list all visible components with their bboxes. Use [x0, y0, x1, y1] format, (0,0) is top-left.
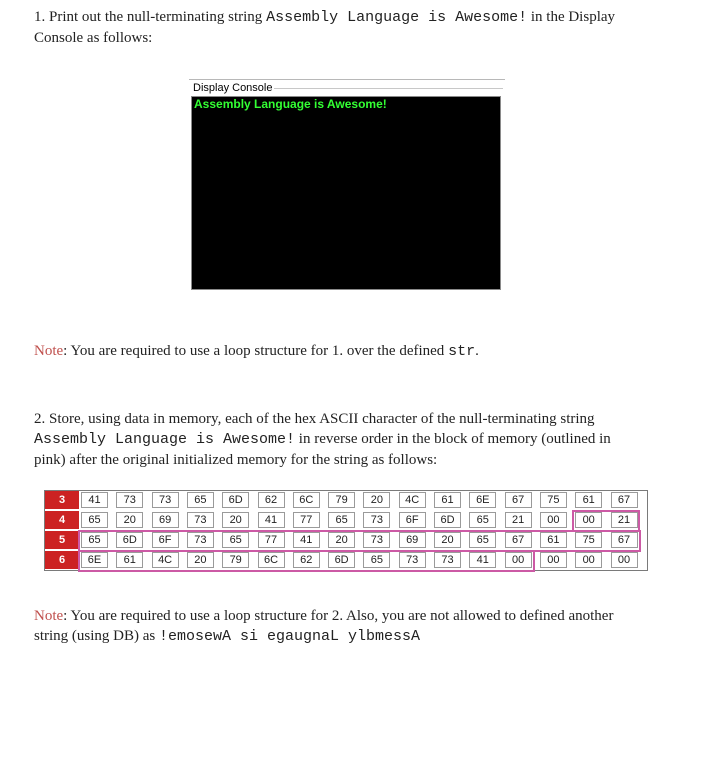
- task1-string-code: Assembly Language is Awesome!: [266, 9, 528, 26]
- memory-cell: 00: [505, 552, 532, 568]
- memory-cell: 21: [611, 512, 638, 528]
- note1-code: str: [448, 343, 476, 360]
- memory-cell: 6F: [152, 532, 179, 548]
- memory-cell: 41: [293, 532, 320, 548]
- memory-cell: 65: [187, 492, 214, 508]
- memory-cell: 61: [434, 492, 461, 508]
- memory-cell: 65: [328, 512, 355, 528]
- task2-line1: 2. Store, using data in memory, each of the hex ASCII character of the null-terminating string: [34, 411, 595, 427]
- memory-cell: 75: [540, 492, 567, 508]
- task1-line2: Console as follows:: [34, 30, 153, 46]
- memory-cell: 00: [575, 552, 602, 568]
- memory-cell: 67: [611, 532, 638, 548]
- memory-cell: 65: [469, 512, 496, 528]
- memory-cell: 61: [116, 552, 143, 568]
- note1: [34, 341, 479, 362]
- row-number: 5: [45, 531, 79, 549]
- memory-cell: 73: [399, 552, 426, 568]
- memory-cell: 00: [540, 552, 567, 568]
- memory-cell: 00: [540, 512, 567, 528]
- task1-suffix: in the Display: [527, 9, 616, 25]
- row-number: 4: [45, 511, 79, 529]
- memory-cell: 77: [293, 512, 320, 528]
- row-number: 3: [45, 491, 79, 509]
- memory-cell: 4C: [399, 492, 426, 508]
- memory-cell: 21: [505, 512, 532, 528]
- memory-cell: 20: [222, 512, 249, 528]
- memory-cell: 6E: [469, 492, 496, 508]
- memory-cell: 61: [540, 532, 567, 548]
- note1-text: : You are required to use a loop structure for 1. over the defined: [63, 343, 449, 359]
- memory-cell: 69: [399, 532, 426, 548]
- row-number: 6: [45, 551, 79, 569]
- memory-row: [45, 491, 647, 510]
- memory-cell: 41: [81, 492, 108, 508]
- memory-cell: 62: [258, 492, 285, 508]
- memory-cell: 20: [434, 532, 461, 548]
- note2-line2-prefix: string (using DB) as: [34, 628, 159, 644]
- memory-cell: 77: [258, 532, 285, 548]
- memory-cell: 6C: [293, 492, 320, 508]
- memory-row: [45, 511, 647, 530]
- memory-cell: 20: [363, 492, 390, 508]
- memory-cell: 73: [187, 512, 214, 528]
- memory-row: [45, 531, 647, 550]
- memory-cell: 75: [575, 532, 602, 548]
- memory-cell: 73: [116, 492, 143, 508]
- note2-reversed-code: !emosewA si egaugnaL ylbmessA: [159, 628, 421, 645]
- memory-cell: 73: [187, 532, 214, 548]
- memory-cell: 20: [116, 512, 143, 528]
- memory-cell: 6E: [81, 552, 108, 568]
- note1-label: Note: [34, 343, 64, 359]
- note1-end: .: [475, 343, 479, 359]
- memory-cell: 00: [575, 512, 602, 528]
- memory-cell: 41: [469, 552, 496, 568]
- note2-label: Note: [34, 608, 64, 624]
- task2-string-code: Assembly Language is Awesome!: [34, 431, 296, 448]
- memory-cell: 73: [363, 532, 390, 548]
- memory-cell: 6D: [434, 512, 461, 528]
- task2-instruction: [34, 409, 611, 470]
- task1-prefix: 1. Print out the null-terminating string: [34, 9, 267, 25]
- memory-cell: 67: [505, 492, 532, 508]
- memory-cell: 6C: [258, 552, 285, 568]
- console-output: Assembly Language is Awesome!: [194, 97, 387, 111]
- task1-instruction: [34, 7, 615, 48]
- memory-cell: 6F: [399, 512, 426, 528]
- memory-cell: 41: [258, 512, 285, 528]
- memory-cell: 73: [363, 512, 390, 528]
- memory-cell: 65: [222, 532, 249, 548]
- console-screen: [191, 96, 501, 290]
- memory-cell: 6D: [328, 552, 355, 568]
- note2: [34, 606, 613, 647]
- memory-cell: 6D: [222, 492, 249, 508]
- memory-cell: 65: [363, 552, 390, 568]
- memory-cell: 79: [328, 492, 355, 508]
- memory-cell: 65: [81, 512, 108, 528]
- memory-cell: 67: [505, 532, 532, 548]
- memory-cell: 20: [187, 552, 214, 568]
- memory-cell: 73: [434, 552, 461, 568]
- memory-cell: 4C: [152, 552, 179, 568]
- memory-cell: 00: [611, 552, 638, 568]
- memory-cell: 20: [328, 532, 355, 548]
- note2-line1: : You are required to use a loop structure for 2. Also, you are not allowed to defined another: [63, 608, 614, 624]
- memory-cell: 6D: [116, 532, 143, 548]
- memory-cell: 69: [152, 512, 179, 528]
- task2-line2-text: in reverse order in the block of memory (outlined in: [295, 431, 611, 447]
- memory-cell: 67: [611, 492, 638, 508]
- memory-cell: 73: [152, 492, 179, 508]
- memory-grid: [44, 490, 648, 571]
- memory-cell: 65: [81, 532, 108, 548]
- memory-cell: 61: [575, 492, 602, 508]
- memory-row: [45, 551, 647, 570]
- memory-cell: 62: [293, 552, 320, 568]
- memory-cell: 65: [469, 532, 496, 548]
- memory-cell: 79: [222, 552, 249, 568]
- display-console: [189, 79, 505, 294]
- console-title: Display Console: [189, 82, 274, 95]
- task2-line3: pink) after the original initialized memory for the string as follows:: [34, 452, 438, 468]
